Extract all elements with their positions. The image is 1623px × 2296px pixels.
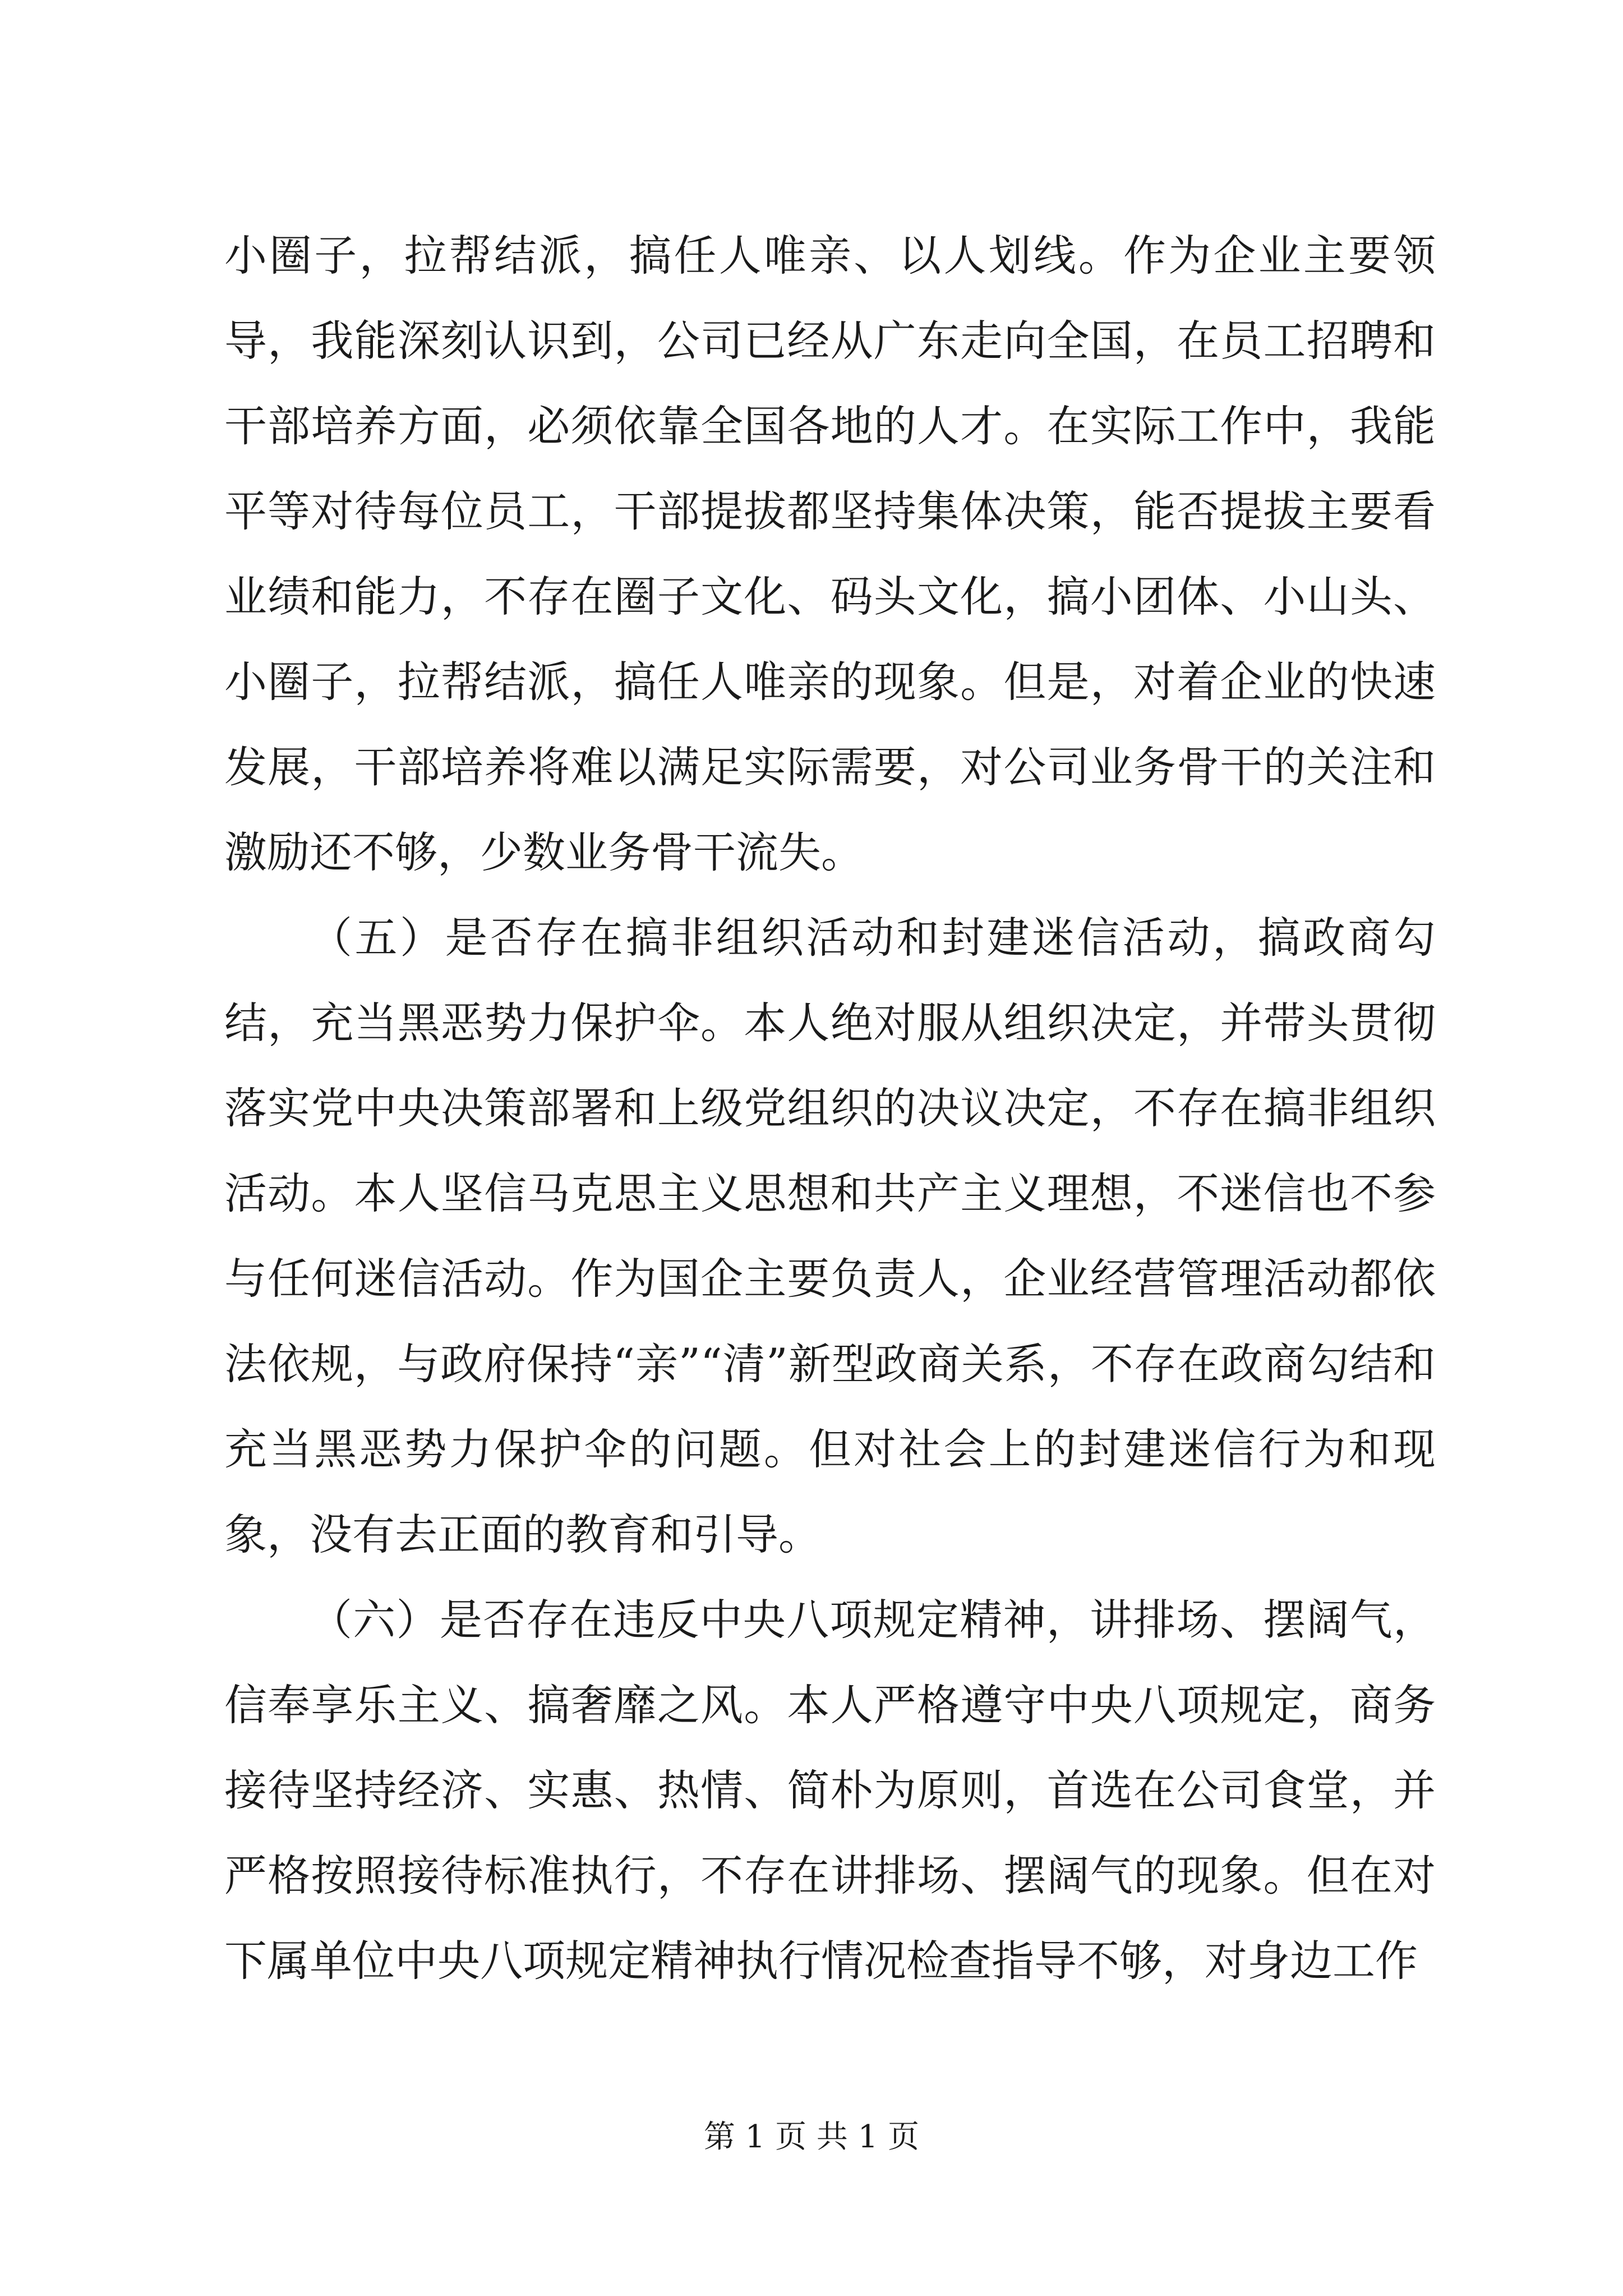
paragraph-section-five: （五）是否存在搞非组织活动和封建迷信活动，搞政商勾结，充当黑恶势力保护伞。本人绝对服从组织决定，并带头贯彻落实党中央决策部署和上级党组织的决议决定，不存在搞非组织活动。本人坚信马克思主义思想和共产主义理想，不迷信也不参与任何迷信活动。作为国企主要负责人，企业经营管理活动都依法依规，与政府保持“亲”“清”新型政商关系，不存在政商勾结和充当黑恶势力保护伞的问题。但对社会上的封建迷信行为和现象，没有去正面的教育和引导。 [224,913,1436,1559]
paragraph-continued: 小圈子，拉帮结派，搞任人唯亲、以人划线。作为企业主要领导，我能深刻认识到，公司已经从广东走向全国，在员工招聘和干部培养方面，必须依靠全国各地的人才。在实际工作中，我能平等对待每位员工，干部提拔都坚持集体决策，能否提拔主要看业绩和能力，不存在圈子文化、码头文化，搞小团体、小山头、小圈子，拉帮结派，搞任人唯亲的现象。但是，对着企业的快速发展，干部培养将难以满足实际需要，对公司业务骨干的关注和激励还不够，少数业务骨干流失。 [224,231,1436,877]
page-footer: 第 1 页 共 1 页 [703,2119,920,2155]
document-body [224,213,1436,2004]
paragraph-section-six: （六）是否存在违反中央八项规定精神，讲排场、摆阔气，信奉享乐主义、搞奢靡之风。本人严格遵守中央八项规定，商务接待坚持经济、实惠、热情、简朴为原则，首选在公司食堂，并严格按照接待标准执行，不存在讲排场、摆阔气的现象。但在对下属单位中央八项规定精神执行情况检查指导不够，对身边工作 [224,1595,1436,1986]
